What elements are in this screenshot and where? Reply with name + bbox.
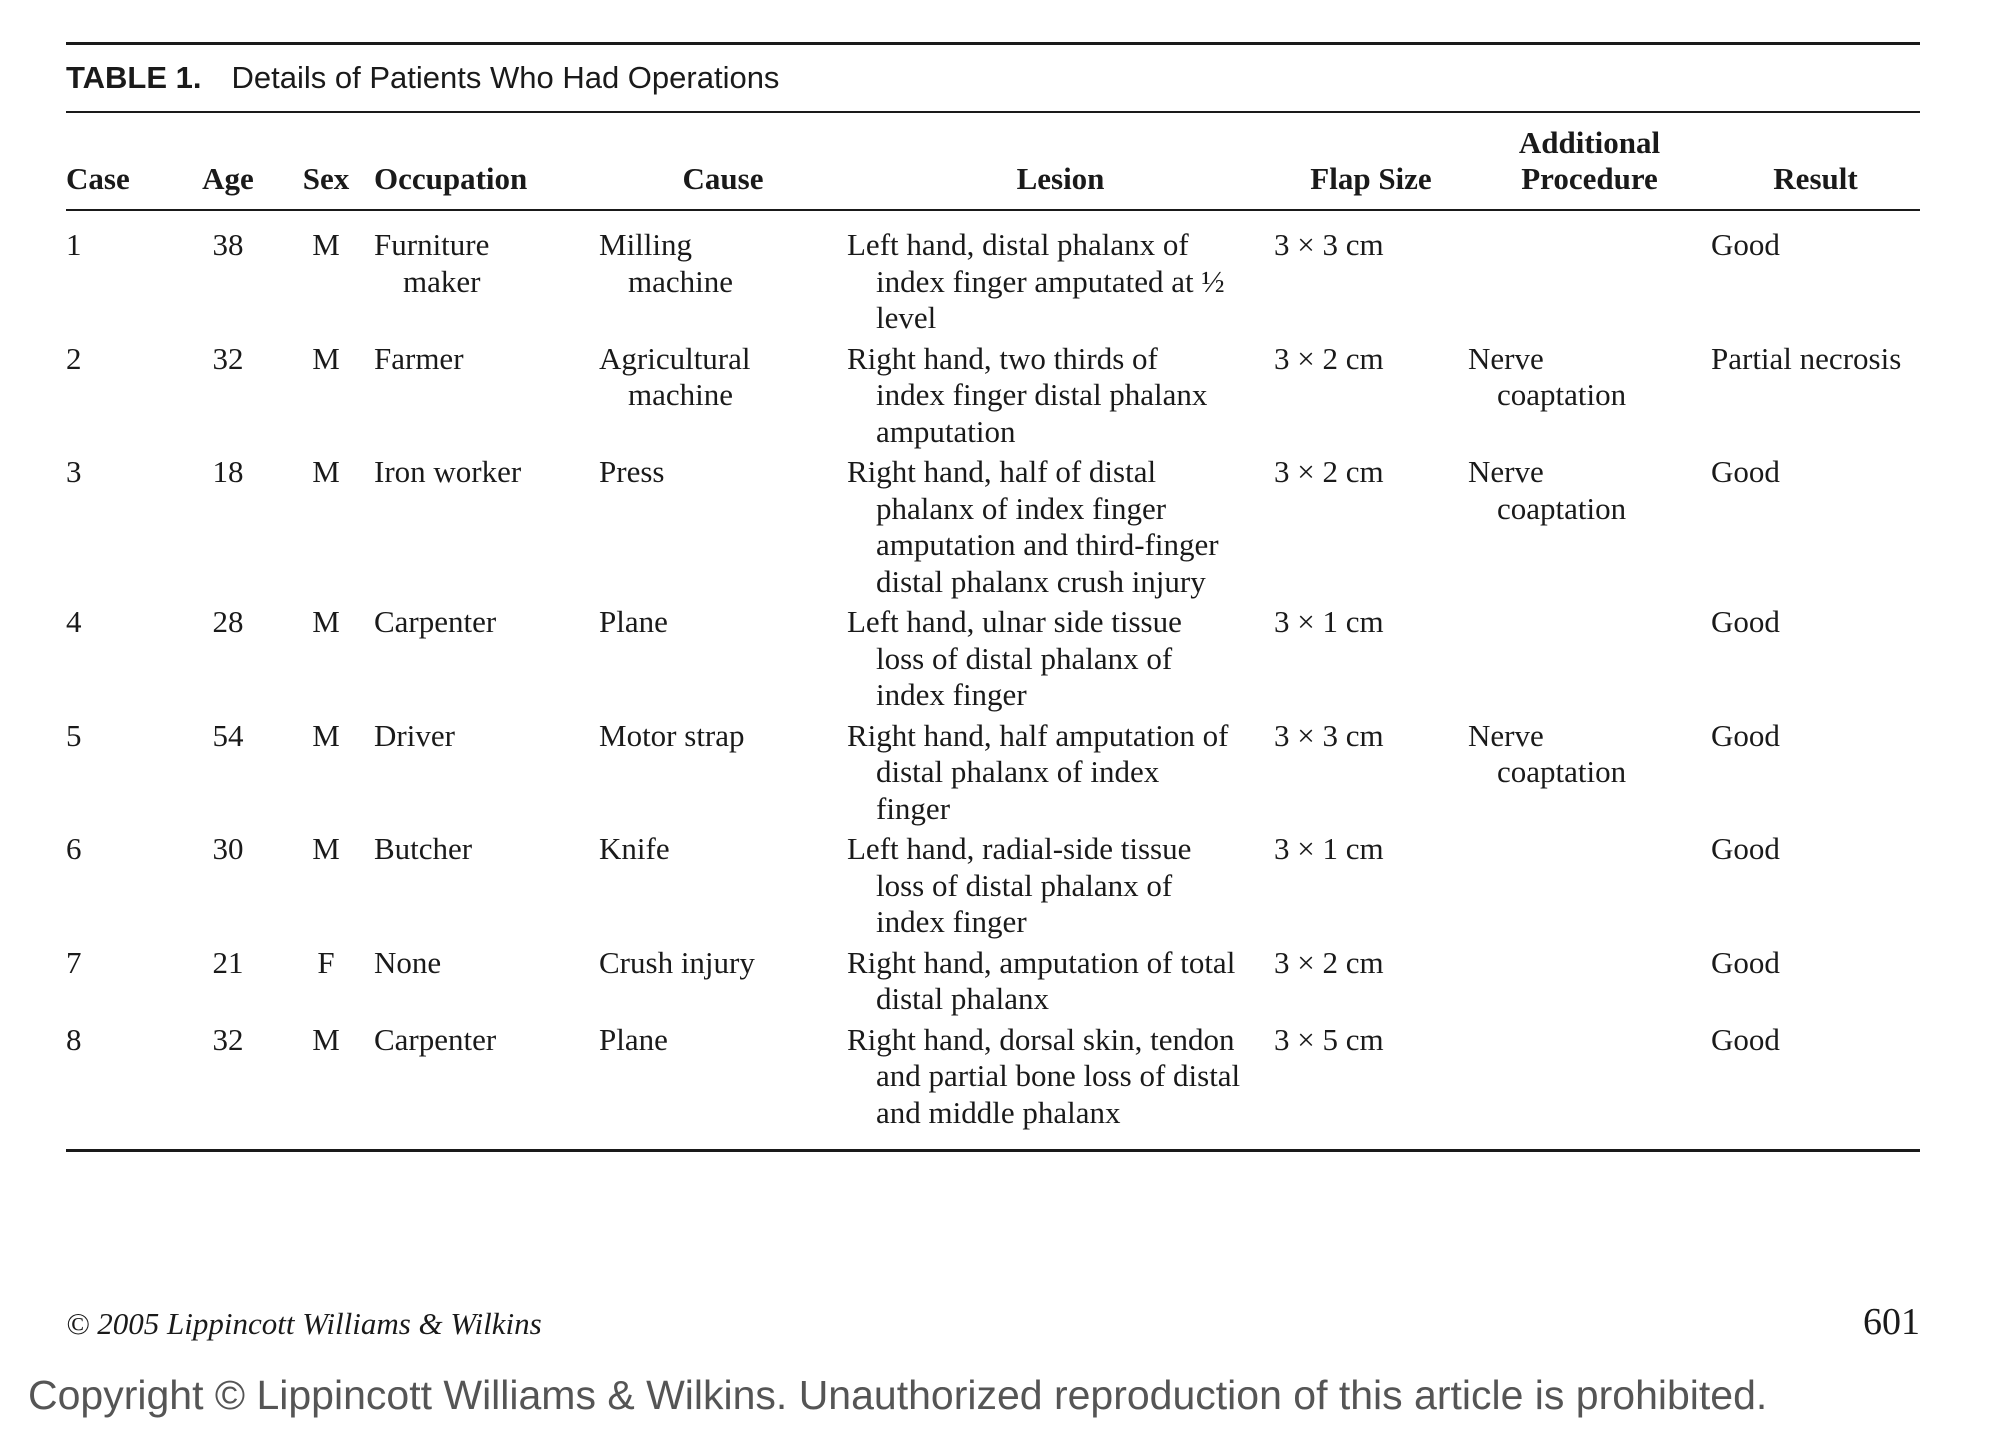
cell-lesion: Right hand, two thirds of index finger distal phalanx amputation — [847, 340, 1208, 449]
cell-sex: M — [312, 831, 340, 866]
page-number: 601 — [1863, 1301, 1920, 1343]
cell-result: Good — [1711, 717, 1780, 753]
cell-cause: Milling machine — [599, 227, 734, 299]
header-additional-procedure-line1: Additional — [1518, 125, 1661, 160]
table-row — [66, 718, 1920, 832]
cell-occupation: Butcher — [374, 831, 473, 866]
cell-age: 32 — [212, 340, 244, 376]
cell-flap-size: 3 × 1 cm — [1274, 604, 1384, 639]
cell-result: Partial necrosis — [1711, 340, 1902, 376]
cell-cause: Crush injury — [599, 944, 755, 980]
cell-age: 32 — [212, 1021, 244, 1057]
table-title: Details of Patients Who Had Operations — [231, 60, 780, 95]
cell-result: Good — [1711, 1021, 1780, 1057]
header-additional-procedure-line2: Procedure — [1521, 161, 1658, 196]
header-case: Case — [66, 113, 178, 210]
cell-age: 30 — [212, 831, 244, 866]
cell-flap-size: 3 × 2 cm — [1274, 454, 1384, 489]
cell-result: Good — [1711, 604, 1780, 639]
cell-occupation: Farmer — [374, 340, 464, 376]
cell-procedure — [1468, 604, 1711, 718]
cell-lesion: Left hand, radial-side tissue loss of distal phalanx of index finger — [847, 831, 1192, 939]
page-footer — [66, 1300, 1920, 1350]
cell-cause: Motor strap — [599, 717, 745, 753]
cell-case: 5 — [66, 717, 82, 753]
cell-case: 8 — [66, 1021, 82, 1057]
cell-age: 21 — [212, 944, 244, 980]
cell-lesion: Right hand, dorsal skin, tendon and partial bone loss of distal and middle phalanx — [847, 1021, 1241, 1130]
table-row — [66, 1022, 1920, 1150]
table-caption — [66, 45, 1920, 113]
patient-table-container — [66, 42, 1920, 1152]
header-result: Result — [1711, 113, 1920, 210]
cell-occupation: Iron worker — [374, 454, 522, 489]
cell-result: Good — [1711, 454, 1780, 489]
cell-case: 3 — [66, 454, 82, 489]
cell-procedure — [1468, 210, 1711, 341]
footer-copyright: © 2005 Lippincott Williams & Wilkins — [66, 1306, 542, 1341]
table-row — [66, 945, 1920, 1022]
cell-flap-size: 3 × 5 cm — [1274, 1021, 1384, 1057]
cell-age: 38 — [212, 227, 244, 262]
cell-occupation: Driver — [374, 717, 455, 753]
table-row — [66, 341, 1920, 455]
cell-result: Good — [1711, 831, 1780, 866]
cell-flap-size: 3 × 1 cm — [1274, 831, 1384, 866]
header-flap-size: Flap Size — [1274, 113, 1468, 210]
cell-procedure — [1468, 831, 1711, 945]
cell-cause: Plane — [599, 1021, 668, 1057]
cell-procedure: Nerve coaptation — [1468, 717, 1627, 789]
cell-sex: F — [317, 944, 335, 980]
cell-flap-size: 3 × 2 cm — [1274, 340, 1384, 376]
cell-occupation: Carpenter — [374, 604, 497, 639]
table-bottom-rule — [66, 1149, 1920, 1152]
table-row — [66, 210, 1920, 341]
table-header-row — [66, 113, 1920, 210]
cell-result: Good — [1711, 944, 1780, 980]
cell-occupation: Furniture maker — [374, 227, 490, 299]
patient-details-table — [66, 113, 1920, 1149]
cell-cause: Plane — [599, 604, 668, 639]
cell-procedure — [1468, 1022, 1711, 1150]
cell-case: 6 — [66, 831, 82, 866]
table-row — [66, 831, 1920, 945]
header-occupation: Occupation — [374, 113, 599, 210]
cell-procedure: Nerve coaptation — [1468, 454, 1627, 526]
cell-lesion: Right hand, half amputation of distal phalanx of index finger — [847, 717, 1229, 826]
cell-sex: M — [312, 1021, 340, 1057]
cell-flap-size: 3 × 3 cm — [1274, 227, 1384, 262]
cell-sex: M — [312, 340, 340, 376]
cell-cause: Knife — [599, 831, 670, 866]
cell-lesion: Left hand, ulnar side tissue loss of distal phalanx of index finger — [847, 604, 1182, 712]
cell-age: 28 — [212, 604, 244, 639]
cell-procedure — [1468, 945, 1711, 1022]
cell-result: Good — [1711, 227, 1780, 262]
cell-lesion: Right hand, half of distal phalanx of index finger amputation and third-finger distal phalanx crush injury — [847, 454, 1219, 599]
cell-sex: M — [312, 454, 340, 489]
header-lesion: Lesion — [847, 113, 1274, 210]
cell-sex: M — [312, 604, 340, 639]
copyright-watermark: Copyright © Lippincott Williams & Wilkins. Unauthorized reproduction of this article is prohibited. — [28, 1372, 1768, 1418]
cell-occupation: None — [374, 944, 442, 980]
cell-case: 2 — [66, 340, 82, 376]
cell-case: 4 — [66, 604, 82, 639]
cell-flap-size: 3 × 3 cm — [1274, 717, 1384, 753]
header-cause: Cause — [599, 113, 847, 210]
cell-lesion: Right hand, amputation of total distal phalanx — [847, 944, 1236, 1016]
cell-cause: Agricultural machine — [599, 340, 751, 412]
cell-age: 54 — [212, 717, 244, 753]
cell-case: 1 — [66, 227, 82, 262]
header-additional-procedure — [1468, 113, 1711, 210]
cell-case: 7 — [66, 944, 82, 980]
cell-procedure: Nerve coaptation — [1468, 340, 1627, 412]
cell-cause: Press — [599, 454, 665, 489]
cell-flap-size: 3 × 2 cm — [1274, 944, 1384, 980]
cell-age: 18 — [212, 454, 244, 489]
cell-sex: M — [312, 717, 340, 753]
cell-lesion: Left hand, distal phalanx of index finger amputated at ½ level — [847, 227, 1225, 335]
header-sex: Sex — [278, 113, 374, 210]
cell-sex: M — [312, 227, 340, 262]
table-row — [66, 454, 1920, 604]
table-label: TABLE 1. — [66, 60, 202, 95]
table-row — [66, 604, 1920, 718]
header-age: Age — [178, 113, 278, 210]
cell-occupation: Carpenter — [374, 1021, 497, 1057]
